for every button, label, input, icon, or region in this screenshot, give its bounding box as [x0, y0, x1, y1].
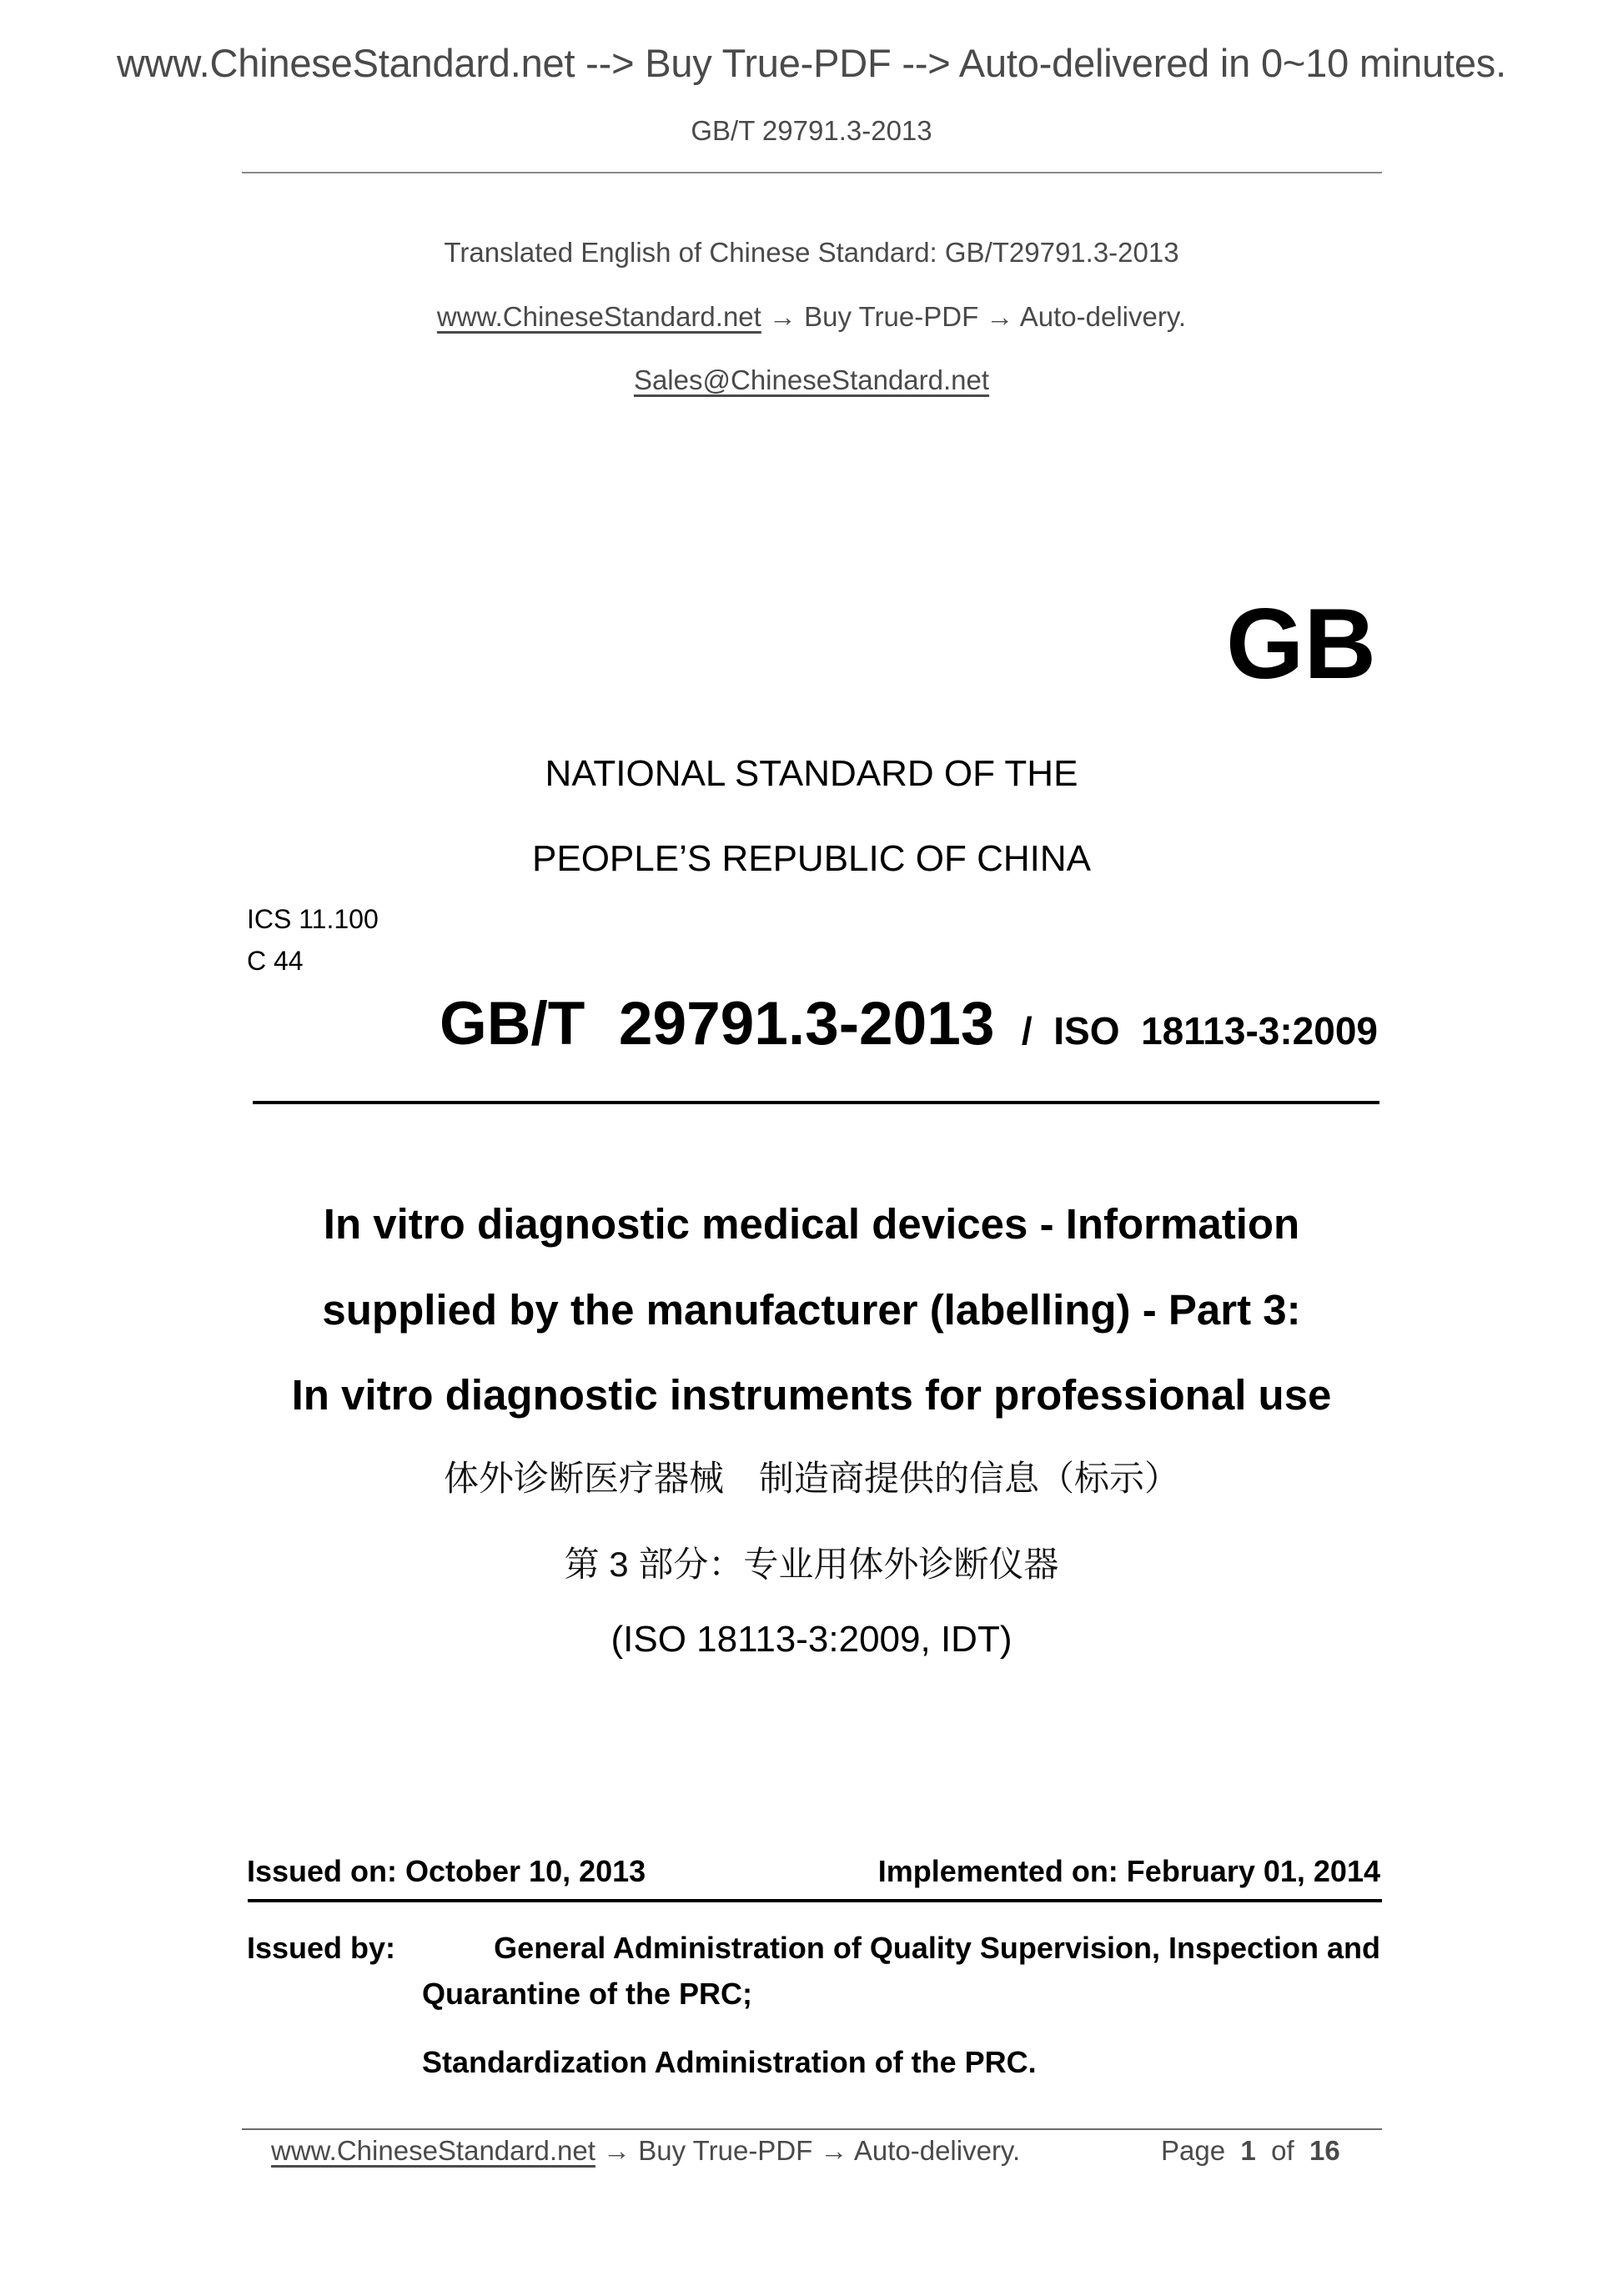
issuer-2: Standardization Administration of the PRC.: [422, 2045, 1037, 2079]
page-current: 1: [1240, 2135, 1256, 2166]
delivery-label: Auto-delivery.: [1019, 301, 1187, 332]
standard-code-line: [439, 990, 1378, 1058]
standard-code: GB/T 29791.3-2013: [439, 990, 995, 1058]
footer-site-link[interactable]: www.ChineseStandard.net: [271, 2135, 595, 2166]
title-en-line3: In vitro diagnostic instruments for professional use: [291, 1371, 1332, 1419]
arrow-right-icon: →: [603, 2135, 631, 2166]
issuance-divider: [248, 1899, 1382, 1902]
title-zh-line2: 第 3 部分：专业用体外诊断仪器: [564, 1545, 1059, 1584]
arrow-right-icon: →: [820, 2135, 848, 2166]
buy-label: Buy True-PDF: [804, 301, 979, 332]
email-link[interactable]: Sales@ChineseStandard.net: [633, 364, 990, 395]
implemented-on: Implemented on: February 01, 2014: [877, 1854, 1380, 1888]
footer-divider: [242, 2128, 1382, 2130]
code-divider: [253, 1101, 1379, 1104]
issued-by-label: Issued by:: [247, 1931, 396, 1965]
running-header-code: GB/T 29791.3-2013: [691, 115, 932, 146]
adoption-statement: (ISO 18113-3:2009, IDT): [611, 1619, 1012, 1660]
footer-delivery-label: Auto-delivery.: [853, 2135, 1021, 2166]
gb-mark: GB: [1226, 588, 1376, 700]
page-indicator: [1161, 2137, 1340, 2164]
page-total: 16: [1309, 2135, 1340, 2166]
top-banner: www.ChineseStandard.net --> Buy True-PDF --> Auto-delivered in 0~10 minutes.: [117, 41, 1506, 85]
footer-buy-label: Buy True-PDF: [638, 2135, 813, 2166]
email-line: [0, 366, 1623, 394]
national-standard-line1: NATIONAL STANDARD OF THE: [545, 753, 1078, 794]
footer-purchase-line: [271, 2137, 1020, 2164]
purchase-line: [0, 303, 1623, 330]
page-label: Page: [1161, 2135, 1226, 2166]
translation-notice: Translated English of Chinese Standard: GB/T29791.3-2013: [444, 237, 1179, 268]
header-divider: [242, 172, 1382, 173]
issuer-1-line1: General Administration of Quality Supervision, Inspection and: [494, 1931, 1380, 1965]
issued-on: Issued on: October 10, 2013: [247, 1854, 646, 1888]
ccs-code: C 44: [247, 946, 304, 976]
arrow-right-icon: →: [769, 301, 796, 332]
title-en-line2: supplied by the manufacturer (labelling) - Part 3:: [322, 1286, 1301, 1334]
site-link[interactable]: www.ChineseStandard.net: [436, 301, 761, 332]
page-of: of: [1271, 2135, 1294, 2166]
iso-equivalent: / ISO 18113-3:2009: [1021, 1009, 1378, 1053]
title-zh-line1: 体外诊断医疗器械 制造商提供的信息（标示）: [443, 1459, 1179, 1498]
arrow-right-icon: →: [986, 301, 1014, 332]
national-standard-line2: PEOPLE’S REPUBLIC OF CHINA: [532, 838, 1091, 879]
ics-code: ICS 11.100: [247, 904, 379, 934]
title-en-line1: In vitro diagnostic medical devices - Information: [323, 1200, 1300, 1248]
issuer-1-line2: Quarantine of the PRC;: [422, 1977, 753, 2011]
